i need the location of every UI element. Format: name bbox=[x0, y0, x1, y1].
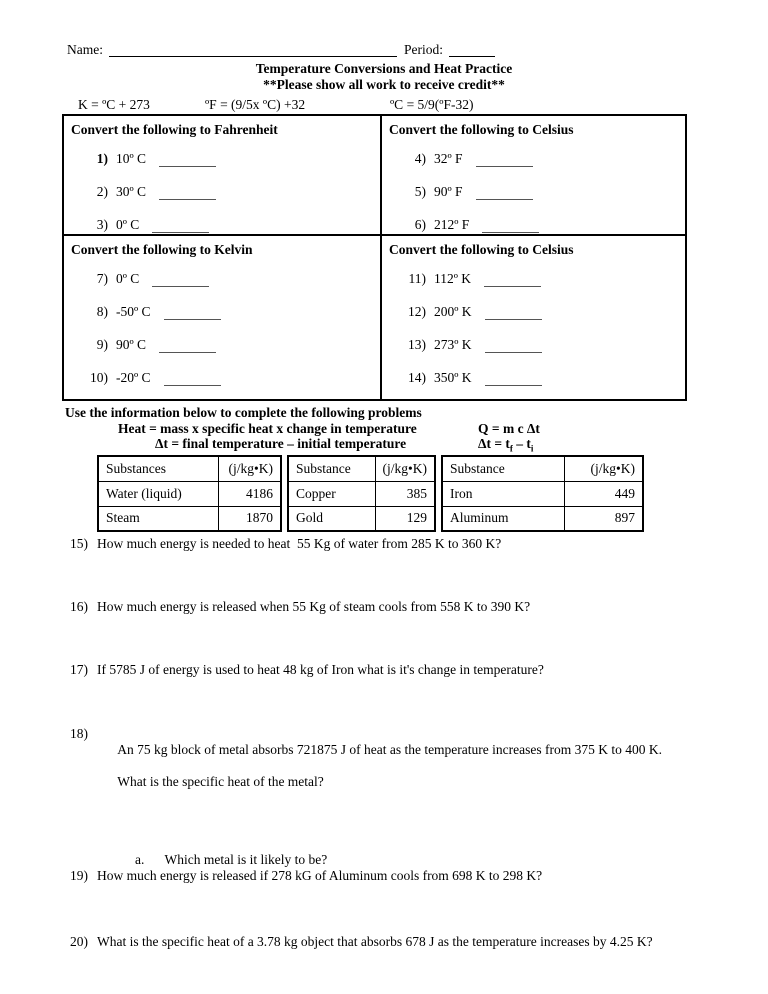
conversion-table bbox=[62, 114, 687, 401]
page-title: Temperature Conversions and Heat Practice bbox=[255, 61, 513, 76]
problem-19 bbox=[70, 868, 738, 884]
conversion-item bbox=[82, 151, 380, 167]
substance-header: Substances bbox=[98, 456, 218, 481]
cell-title: Convert the following to Celsius bbox=[389, 122, 574, 137]
answer-blank bbox=[164, 374, 221, 386]
heat-symbol-formula-1: Q = m c Δt bbox=[478, 421, 540, 436]
item-value: 10º C bbox=[116, 151, 147, 166]
substance-value: 385 bbox=[375, 481, 435, 506]
answer-blank bbox=[484, 275, 541, 287]
answer-blank bbox=[485, 341, 542, 353]
answer-blank bbox=[159, 188, 216, 200]
item-number: 6) bbox=[414, 217, 426, 232]
substance-value: 897 bbox=[565, 506, 643, 531]
item-value: 90º C bbox=[116, 337, 147, 352]
conversion-item bbox=[82, 337, 380, 353]
answer-blank bbox=[476, 188, 533, 200]
item-number: 2) bbox=[96, 184, 108, 199]
problem-text: How much energy is released if 278 kG of Aluminum cools from 698 K to 298 K? bbox=[97, 868, 543, 883]
conversion-cell-celsius-2 bbox=[381, 235, 686, 400]
problem-number: 17) bbox=[70, 662, 88, 677]
name-period-row bbox=[67, 40, 738, 58]
unit-header: (j/kg•K) bbox=[565, 456, 643, 481]
item-value: 0º C bbox=[116, 271, 140, 286]
conversion-cell-celsius-1 bbox=[381, 115, 686, 235]
subquestion-text: Which metal is it likely to be? bbox=[164, 852, 328, 867]
item-value: 90º F bbox=[434, 184, 463, 199]
problem-number: 20) bbox=[70, 934, 88, 949]
substance-name: Aluminum bbox=[442, 506, 565, 531]
problem-number: 18) bbox=[70, 726, 88, 741]
item-number: 9) bbox=[96, 337, 108, 352]
conversion-item bbox=[82, 370, 380, 386]
problem-18-line-2: What is the specific heat of the metal? bbox=[117, 774, 324, 789]
conversion-cell-fahrenheit bbox=[63, 115, 381, 235]
answer-blank bbox=[485, 374, 542, 386]
problem-text: How much energy is released when 55 Kg of steam cools from 558 K to 390 K? bbox=[97, 599, 531, 614]
substance-name: Water (liquid) bbox=[98, 481, 218, 506]
item-number: 4) bbox=[414, 151, 426, 166]
item-value: 200º K bbox=[434, 304, 472, 319]
item-number: 14) bbox=[408, 370, 426, 385]
item-number: 13) bbox=[408, 337, 426, 352]
conversion-item bbox=[400, 304, 685, 320]
problem-20 bbox=[70, 934, 738, 950]
problem-number: 15) bbox=[70, 536, 88, 551]
answer-blank bbox=[152, 221, 209, 233]
unit-header: (j/kg•K) bbox=[218, 456, 281, 481]
item-value: -20º C bbox=[116, 370, 151, 385]
substance-name: Copper bbox=[288, 481, 375, 506]
cell-title: Convert the following to Kelvin bbox=[71, 242, 253, 257]
item-number: 12) bbox=[408, 304, 426, 319]
title-block bbox=[0, 61, 768, 93]
item-value: 212º F bbox=[434, 217, 470, 232]
conversion-cell-kelvin bbox=[63, 235, 381, 400]
conversion-item bbox=[400, 184, 685, 200]
cell-title: Convert the following to Fahrenheit bbox=[71, 122, 278, 137]
heat-word-formula-1: Heat = mass x specific heat x change in temperature bbox=[118, 421, 417, 436]
item-number: 8) bbox=[96, 304, 108, 319]
problem-18-line-1: An 75 kg block of metal absorbs 721875 J of heat as the temperature increases from 375 K to 400 K. bbox=[117, 742, 662, 757]
conversion-item bbox=[400, 271, 685, 287]
conversion-item bbox=[82, 184, 380, 200]
item-number: 5) bbox=[414, 184, 426, 199]
problem-text: What is the specific heat of a 3.78 kg object that absorbs 678 J as the temperature increases by 4.25 K? bbox=[97, 934, 653, 949]
answer-blank bbox=[482, 221, 539, 233]
item-number: 10) bbox=[90, 370, 108, 385]
heat-formula-row-2 bbox=[62, 436, 738, 454]
item-value: 0º C bbox=[116, 217, 140, 232]
conversion-item bbox=[400, 337, 685, 353]
problem-18 bbox=[70, 726, 738, 806]
specific-heat-table-1 bbox=[97, 455, 282, 532]
conversion-formulas-row bbox=[62, 95, 738, 114]
answer-blank bbox=[159, 155, 216, 167]
answer-blank bbox=[485, 308, 542, 320]
formula-kelvin: K = ºC + 273 bbox=[78, 97, 150, 112]
item-value: 273º K bbox=[434, 337, 472, 352]
name-blank bbox=[109, 44, 397, 57]
conversion-item bbox=[400, 151, 685, 167]
cell-title: Convert the following to Celsius bbox=[389, 242, 574, 257]
problem-15 bbox=[70, 536, 738, 552]
substance-value: 129 bbox=[375, 506, 435, 531]
heat-word-formula-2: Δt = final temperature – initial temperature bbox=[155, 436, 407, 451]
answer-blank bbox=[159, 341, 216, 353]
substance-header: Substance bbox=[288, 456, 375, 481]
item-value: -50º C bbox=[116, 304, 151, 319]
heat-symbol-formula-2: $\Delta t = t_f - t_i$ bbox=[478, 436, 534, 454]
conversion-item bbox=[400, 370, 685, 386]
problem-number: 19) bbox=[70, 868, 88, 883]
substance-name: Gold bbox=[288, 506, 375, 531]
formula-celsius: ºC = 5/9(ºF-32) bbox=[390, 97, 474, 112]
substance-name: Iron bbox=[442, 481, 565, 506]
conversion-item bbox=[82, 304, 380, 320]
name-label: Name: bbox=[67, 42, 103, 57]
problem-text: How much energy is needed to heat 55 Kg of water from 285 K to 360 K? bbox=[97, 536, 502, 551]
heat-formula-row-1 bbox=[62, 421, 738, 436]
substance-value: 449 bbox=[565, 481, 643, 506]
substance-value: 4186 bbox=[218, 481, 281, 506]
substance-header: Substance bbox=[442, 456, 565, 481]
answer-blank bbox=[164, 308, 221, 320]
substance-name: Steam bbox=[98, 506, 218, 531]
specific-heat-tables bbox=[97, 455, 738, 532]
item-value: 350º K bbox=[434, 370, 472, 385]
page-subtitle: **Please show all work to receive credit** bbox=[263, 77, 505, 92]
problem-17 bbox=[70, 662, 738, 678]
problem-text: If 5785 J of energy is used to heat 48 kg of Iron what is it's change in temperature? bbox=[97, 662, 544, 677]
answer-blank bbox=[152, 275, 209, 287]
item-number: 1) bbox=[96, 151, 108, 166]
unit-header: (j/kg•K) bbox=[375, 456, 435, 481]
conversion-item bbox=[82, 271, 380, 287]
answer-blank bbox=[476, 155, 533, 167]
problem-18a bbox=[135, 852, 738, 868]
item-number: 3) bbox=[96, 217, 108, 232]
item-number: 11) bbox=[408, 271, 426, 286]
specific-heat-table-3 bbox=[441, 455, 644, 532]
item-value: 30º C bbox=[116, 184, 147, 199]
specific-heat-table-2 bbox=[287, 455, 436, 532]
period-label: Period: bbox=[404, 42, 443, 57]
conversion-item bbox=[82, 217, 380, 233]
problem-number: 16) bbox=[70, 599, 88, 614]
problem-text bbox=[97, 726, 662, 806]
item-value: 112º K bbox=[434, 271, 472, 286]
item-number: 7) bbox=[96, 271, 108, 286]
formula-fahrenheit: ºF = (9/5x ºC) +32 bbox=[205, 97, 306, 112]
period-blank bbox=[449, 44, 495, 57]
problem-16 bbox=[70, 599, 738, 615]
item-value: 32º F bbox=[434, 151, 463, 166]
subquestion-letter: a. bbox=[135, 852, 145, 867]
conversion-item bbox=[400, 217, 685, 233]
substance-value: 1870 bbox=[218, 506, 281, 531]
heat-section-intro: Use the information below to complete the following problems bbox=[65, 405, 422, 420]
